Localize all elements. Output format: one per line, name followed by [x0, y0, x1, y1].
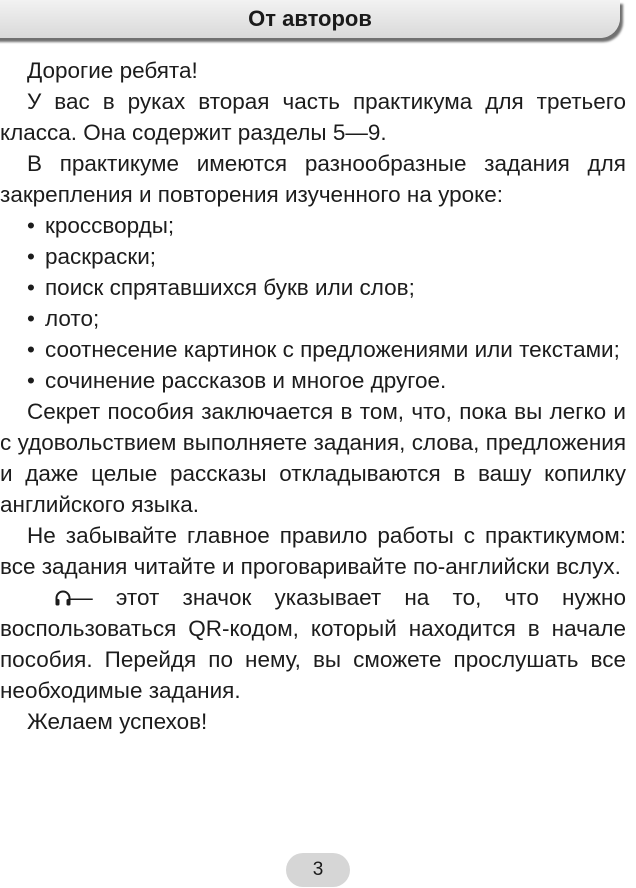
greeting-paragraph: Дорогие ребята!	[27, 58, 198, 83]
bullet-icon: •	[27, 213, 35, 238]
rule-paragraph: Не забывайте главное правило работы с практикумом: все задания читайте и проговаривайте по-английски вслух.	[0, 523, 626, 579]
page-number: 3	[286, 853, 350, 887]
tasks-intro-paragraph: В практикуме имеются разнообразные задания для закрепления и повторения изученного на уроке:	[0, 151, 626, 207]
list-item-text: соотнесение картинок с предложениями или текстами;	[45, 337, 620, 362]
headphones-icon	[27, 584, 47, 602]
list-item	[0, 272, 626, 303]
bullet-icon: •	[27, 244, 35, 269]
bullet-icon: •	[27, 275, 35, 300]
intro-paragraph: У вас в руках вторая часть практикума для третьего класса. Она содержит разделы 5—9.	[0, 89, 626, 145]
list-item	[0, 303, 626, 334]
secret-paragraph: Секрет пособия заключается в том, что, пока вы легко и с удовольствием выполняете задания, слова, предложения и даже целые рассказы откладываются в вашу копилку английского языка.	[0, 399, 626, 517]
list-item	[0, 241, 626, 272]
list-item-text: сочинение рассказов и многое другое.	[45, 368, 447, 393]
list-item-text: кроссворды;	[45, 213, 175, 238]
icon-note-paragraph	[0, 582, 626, 706]
list-item	[0, 365, 626, 396]
list-item	[0, 210, 626, 241]
page-header	[0, 0, 636, 46]
bullet-icon: •	[27, 337, 35, 362]
list-item-text: лото;	[45, 306, 100, 331]
bullet-icon: •	[27, 368, 35, 393]
list-item-text: поиск спрятавшихся букв или слов;	[45, 275, 415, 300]
list-item	[0, 334, 626, 365]
bullet-icon: •	[27, 306, 35, 331]
wish-paragraph: Желаем успехов!	[27, 709, 208, 734]
list-item-text: раскраски;	[45, 244, 157, 269]
main-text	[0, 55, 626, 737]
page-title: От авторов	[248, 6, 372, 31]
icon-note-text: — этот значок указывает на то, что нужно воспользоваться QR-кодом, который находится в начале пособия. Перейдя по нему, вы сможете прослушать все необходимые задания.	[0, 585, 626, 703]
